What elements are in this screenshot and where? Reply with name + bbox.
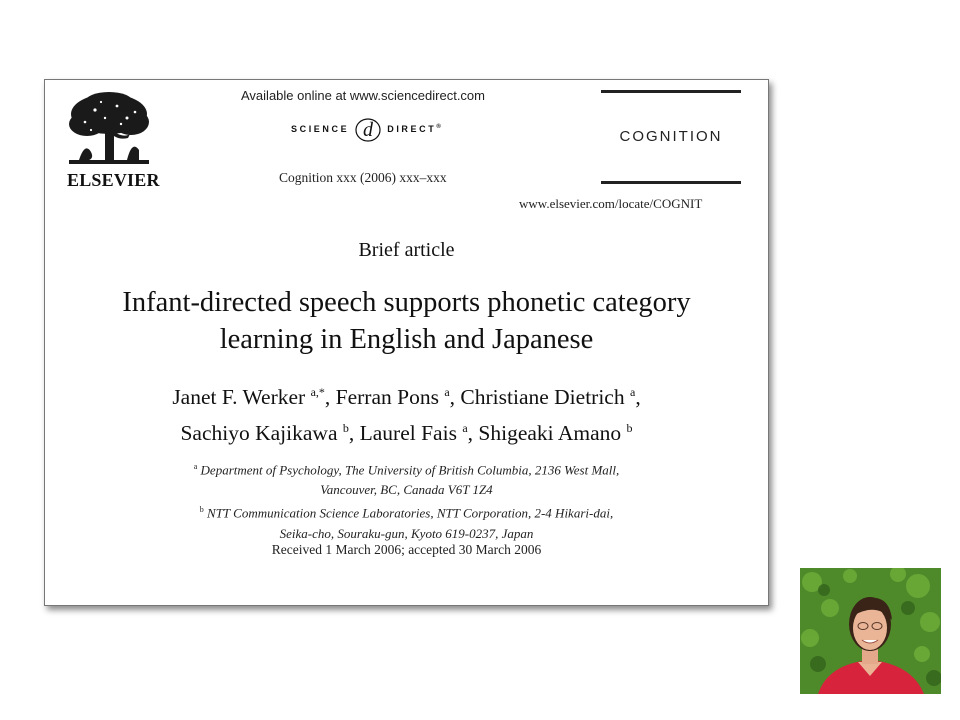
sciencedirect-right-word: DIRECT® (387, 124, 444, 134)
publisher-name: ELSEVIER (67, 170, 160, 190)
author-name: Janet F. Werker (172, 385, 306, 410)
author-name: Sachiyo Kajikawa (180, 421, 338, 446)
author-name: Shigeaki Amano (478, 421, 622, 446)
journal-name: COGNITION (619, 128, 723, 145)
affiliation-a-line-1: $^a$ Department of Psychology, The University of British Columbia, 2136 West Mall, (193, 462, 620, 478)
author-portrait-photo (800, 568, 941, 694)
journal-citation: Cognition xxx (2006) xxx–xxx (279, 170, 447, 185)
affiliation-a-line-2: Vancouver, BC, Canada V6T 1Z4 (320, 482, 493, 498)
available-online-text: Available online at www.sciencedirect.com (241, 88, 485, 103)
author-affil-marker: a (444, 385, 450, 399)
elsevier-logo (65, 90, 160, 190)
portrait-image (800, 568, 941, 694)
paper-first-page (44, 79, 769, 606)
author-list (45, 377, 768, 449)
received-dates: Received 1 March 2006; accepted 30 March 2006 (271, 542, 542, 557)
author-affil-marker: a (462, 421, 468, 436)
author-affil-marker: a,* (310, 385, 325, 399)
affiliations (45, 457, 768, 544)
author-affil-marker: a (629, 385, 636, 399)
author-line-1: Janet F. Werker $^{a,*}$, Ferran Pons $^a$, Christiane Dietrich $^a$, (172, 385, 641, 410)
title-line-1: Infant-directed speech supports phonetic category (122, 287, 691, 318)
author-affil-marker: b (342, 421, 349, 436)
sciencedirect-logo (291, 115, 443, 143)
author-affil-marker: b (626, 421, 633, 436)
affiliation-b-line-1: $^b$ NTT Communication Science Laboratories, NTT Corporation, 2-4 Hikari-dai, (199, 505, 614, 521)
journal-top-rule (601, 90, 741, 93)
sciencedirect-left-word: SCIENCE (291, 124, 350, 134)
title-line-2: learning in English and Japanese (219, 324, 594, 355)
affiliation-b-line-2: Seika-cho, Souraku-gun, Kyoto 619-0237, Japan (279, 525, 534, 541)
article-title (45, 284, 768, 358)
sciencedirect-d-icon (353, 114, 383, 144)
article-type: Brief article (358, 239, 455, 261)
journal-url: www.elsevier.com/locate/COGNIT (519, 196, 703, 211)
elsevier-tree-icon (65, 90, 153, 168)
journal-bottom-rule (601, 181, 741, 184)
author-name: Laurel Fais (359, 421, 457, 446)
svg-text:d: d (363, 119, 374, 141)
author-name: Ferran Pons (335, 385, 439, 410)
author-line-2: Sachiyo Kajikawa $^b$, Laurel Fais $^a$, Shigeaki Amano $^b$ (180, 421, 633, 446)
author-name: Christiane Dietrich (460, 385, 625, 410)
